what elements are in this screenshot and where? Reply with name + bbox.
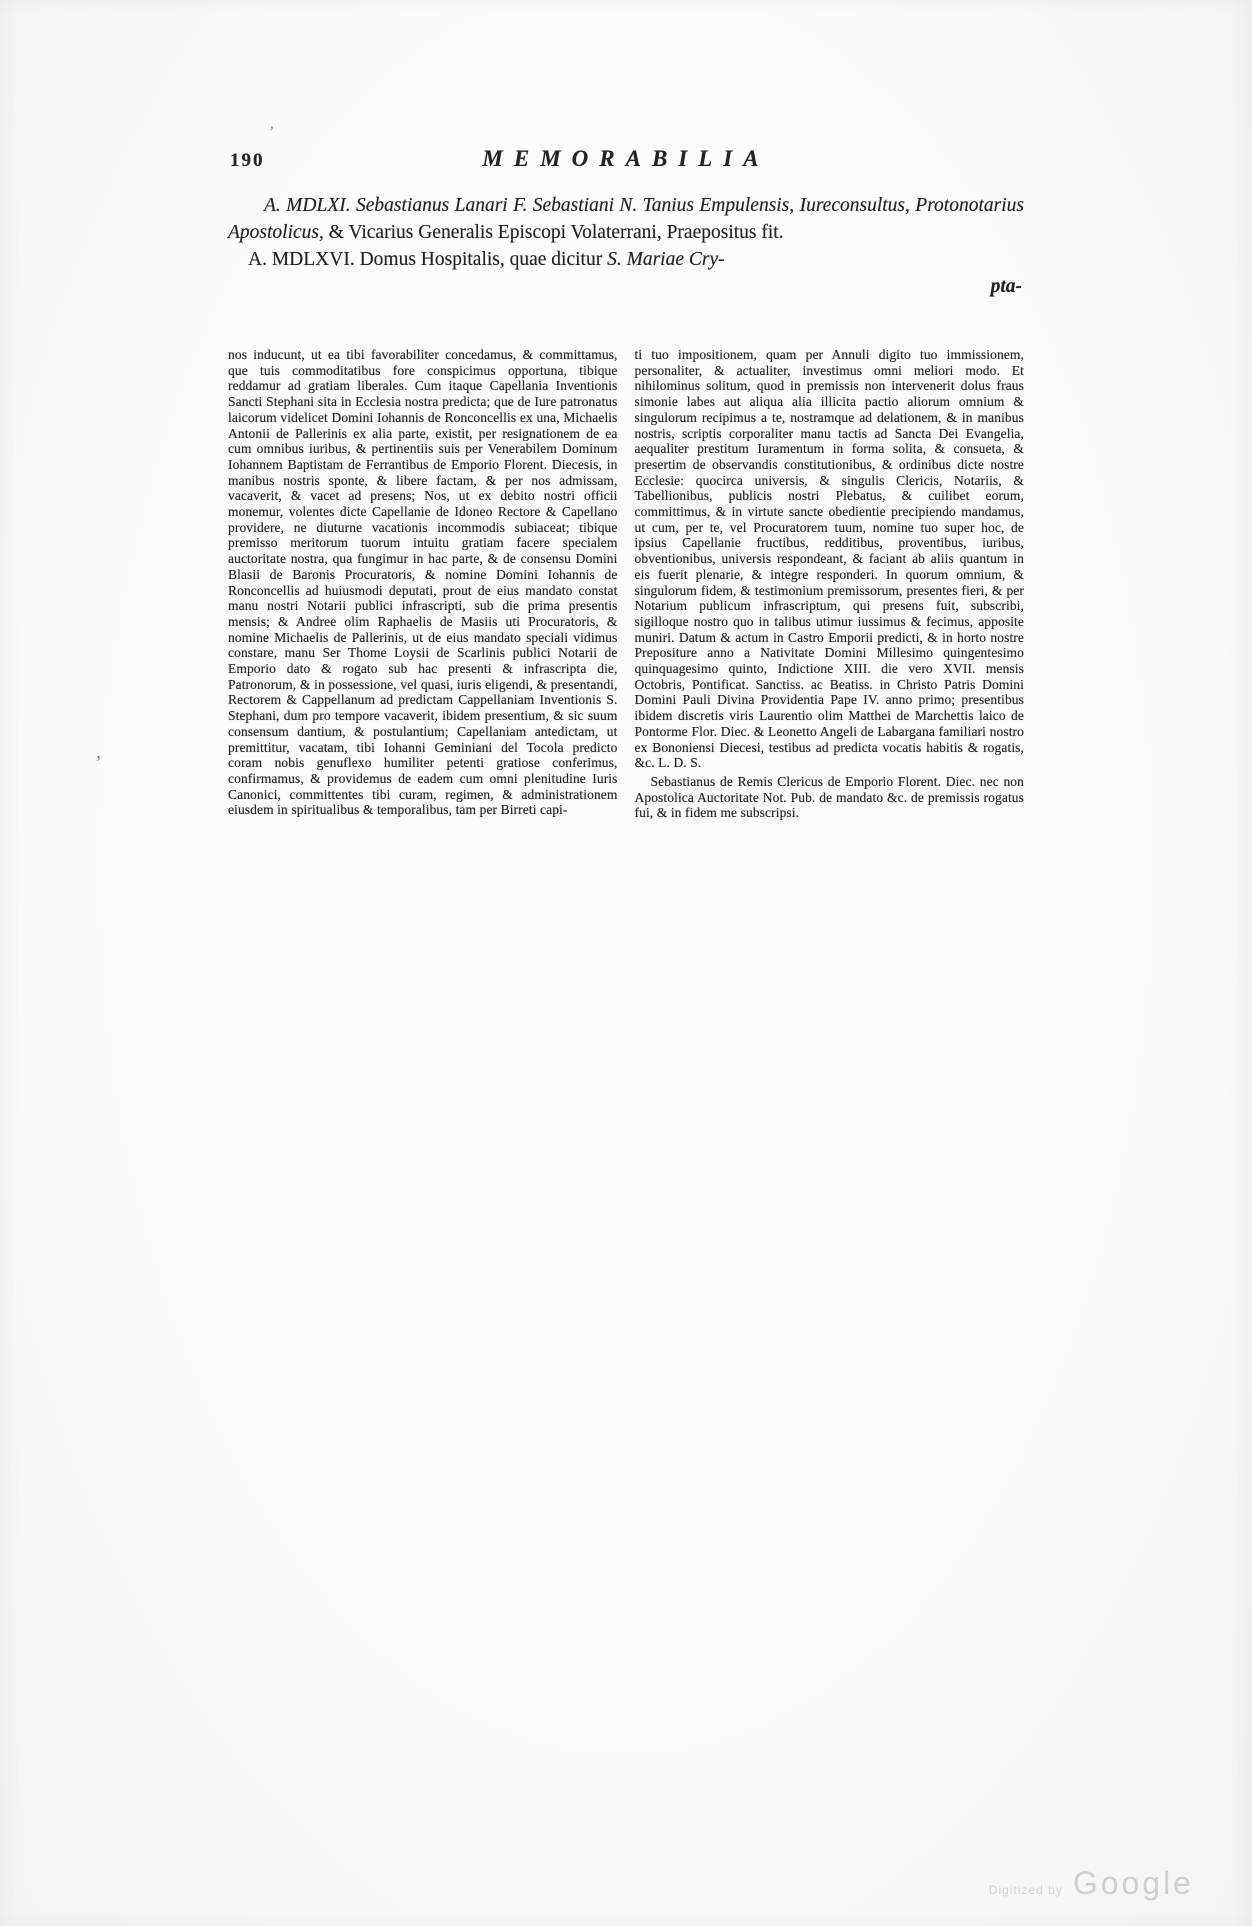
text-columns	[228, 347, 1024, 821]
intro-paragraph-1-names: A. MDLXI. Sebastianus Lanari F. Sebastiani N. Tanius Empulensis, Iureconsultus, Protonotarius Apostolicus,	[228, 195, 1024, 243]
left-column-text: nos inducunt, ut ea tibi favorabiliter concedamus, & committamus, que tuis commoditatibus fore conspicimus opportuna, tibique reddamur ad gratiam liberales. Cum itaque Capellania Inventionis Sancti Stephani sita in Ecclesia nostra predicta; que de Iure patronatus laicorum videlicet Domini Iohannis de Ronconcellis ex una, Michaelis Antonii de Pallerinis ex alia parte, existit, per resignationem de ea cum omnibus iuribus, & pertinentiis suis per Venerabilem Dominum Iohannem Baptistam de Ferrantibus de Emporio Florent. Diecesis, in manibus nostris sponte, & libere factam, & per nos admissam, vacaverit, & vacet ad presens; Nos, ut ex debito nostri officii monemur, volentes dicte Capellanie de Idoneo Rectore & Capellano providere, ne diuturne vacationis incommodis subiaceat; tibique premisso meritorum tuorum intuitu gratiam facere specialem auctoritate nostra, qua fungimur in hac parte, & de consensu Domini Blasii de Baronis Procuratoris, & nomine Domini Iohannis de Ronconcellis ad huiusmodi deputati, prout de eius mandato constat manu nostri Notarii publici infrascripti, sub die prima presentis mensis; & Andree olim Raphaelis de Masiis uti Procuratoris, & nomine Michaelis de Pallerinis, ut de eius mandato speciali vidimus constare, manu Ser Thome Loysii de Scarlinis publici Notarii de Emporio dato & rogato sub hac presenti & infrascripta die, Patronorum, & in possessione, vel quasi, iuris eligendi, & presentandi, Rectorem & Cappellanum ad predictam Cappellaniam Inventionis S. Stephani, dum pro tempore vacaverit, ibidem presentium, & sic suum consensum dantium, & postulantium; Capellaniam antedictam, ut premittitur, vacatam, tibi Iohanni Geminiani del Tocola predicto coram nobis genuflexo humiliter petenti gratiose conferimus, confirmamus, & providemus de eadem cum omni plenitudine Iuris Canonici, committentes tibi curam, regimen, & administrationem eiusdem in spiritualibus & temporalibus, tam per Birreti capi-	[228, 347, 618, 818]
notary-subscription-text: Sebastianus de Remis Clericus de Emporio Florent. Diec. nec non Apostolica Auctoritate Not. Pub. de mandato &c. de premissis rogatus fui, & in fidem me subscripsi.	[634, 773, 1024, 821]
google-logo-text: Google	[1072, 1865, 1194, 1901]
scan-artifact-margin-mark: ’	[95, 752, 102, 774]
intro-paragraph-2-title: S. Mariae Cry-	[607, 249, 725, 270]
intro-paragraph-1	[228, 192, 1024, 246]
left-column	[228, 347, 618, 821]
page-number: 190	[230, 150, 265, 171]
intro-paragraph-2	[228, 246, 1024, 273]
intro-paragraph-2-start: A. MDLXVI. Domus Hospitalis, quae dicitur	[248, 249, 608, 270]
google-watermark	[989, 1865, 1194, 1902]
right-column-text: ti tuo impositionem, quam per Annuli digito tuo immissionem, personaliter, & actualiter, investimus omni meliori modo. Et nihilominus solitum, quod in premissis non intervenerit dolus fraus simonie labes aut aliqua alia illicita pactio aliorum omnium & singulorum recipimus a te, nostramque ad delationem, & in manibus nostris, scriptis corporaliter manu tactis ad Sancta Dei Evangelia, aequaliter prestitum Iuramentum in forma solita, & consueta, & presertim de observandis constitutionibus, & ordinibus dicte nostre Ecclesie: quocirca universis, & singulis Clericis, Notariis, & Tabellionibus, publicis nostri Plebatus, & cuilibet eorum, committimus, & in virtute sancte obedientie precipiendo mandamus, ut cum, per te, vel Procuratorem tuum, nomine tuo super hoc, de ipsius Capellanie fructibus, redditibus, proventibus, iuribus, obventionibus, universis respondeant, & faciant ab aliis quantum in eis fuerit plenarie, & integre responderi. In quorum omnium, & singulorum fidem, & testimonium premissorum, presentes fieri, & per Notarium publicum infrascriptum, qui presens fuit, subscribi, sigilloque nostro quo in talibus utimur iussimus & fecimus, apposite muniri. Datum & actum in Castro Emporii predicti, & in horto nostre Prepositure anno a Nativitate Domini Millesimo quingentesimo quinquagesimo quinto, Indictione XIII. die vero XVII. mensis Octobris, Pontificat. Sanctiss. ac Beatiss. in Christo Patris Domini Domini Pauli Divina Providentia Pape IV. anno primo; presentibus ibidem discretis viris Laurentio olim Matthei de Marchettis laico de Pontorme Flor. Diec. & Leonetto Angeli de Labargana familiari nostro ex Bononiensi Diecesi, testibus ad predicta vocatis habitis & rogatis, &c. L. D. S.	[634, 347, 1024, 771]
watermark-digitized-label: Digitized by	[988, 1883, 1063, 1897]
catchword: pta-	[990, 276, 1022, 297]
intro-block	[228, 192, 1024, 300]
scan-artifact-mark: ’	[266, 123, 276, 142]
right-column	[635, 347, 1025, 821]
intro-paragraph-1-rest: & Vicarius Generalis Episcopi Volaterrani, Praepositus fit.	[328, 222, 784, 243]
running-head: MEMORABILIA	[482, 146, 770, 171]
